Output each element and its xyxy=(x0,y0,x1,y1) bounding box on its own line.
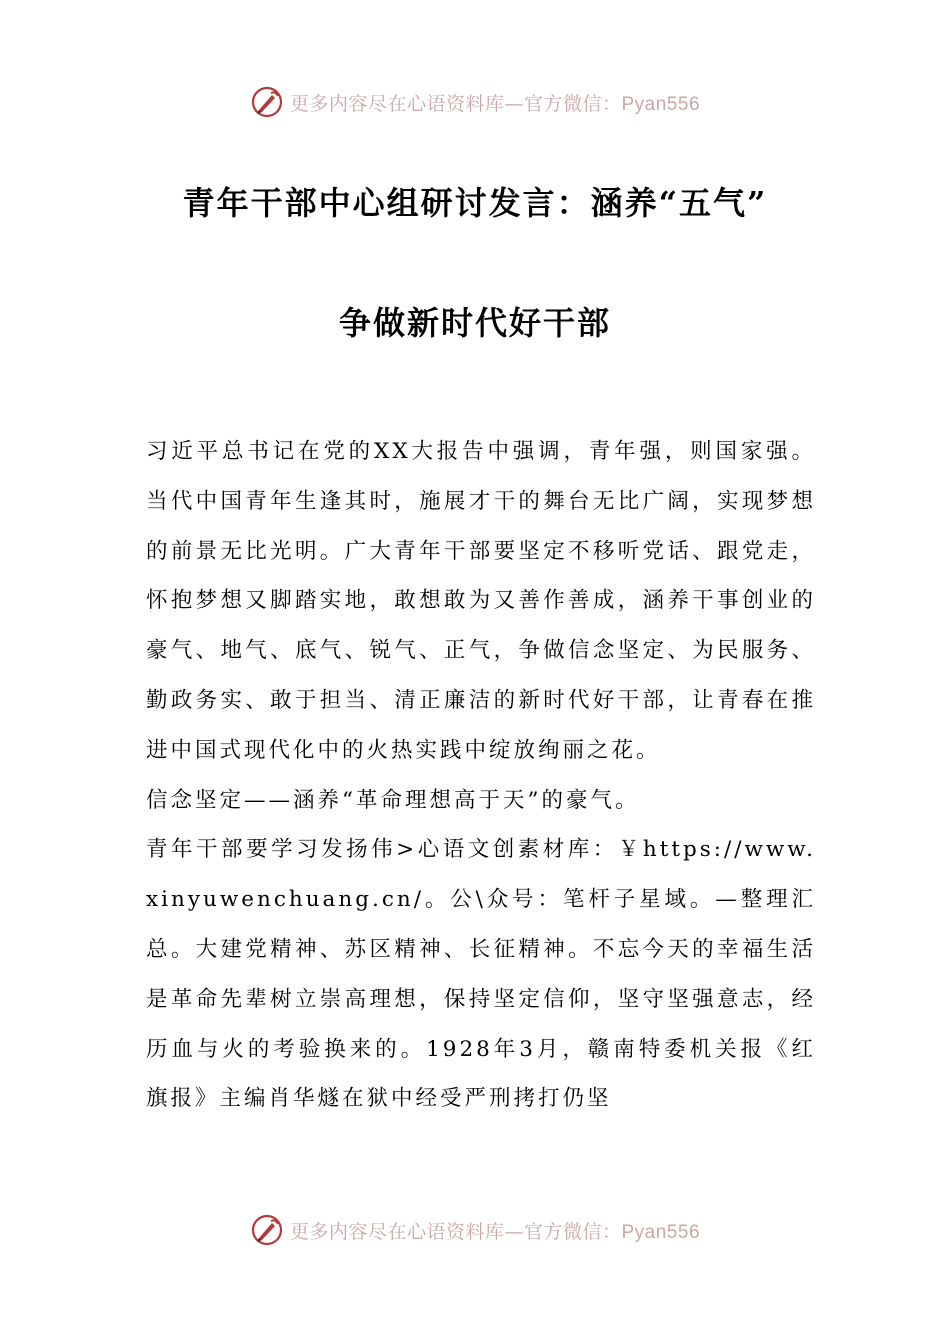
document-title-line-2: 争做新时代好干部 xyxy=(338,304,611,342)
footer-watermark-inner xyxy=(250,1213,700,1247)
paragraph-body: 青年干部要学习发扬伟>心语文创素材库：￥https://www.xinyuwenchuang.cn/。公\众号：笔杆子星域。—整理汇总。大建党精神、苏区精神、长征精神。不忘今天的幸福生活是革命先辈树立崇高理想，保持坚定信仰，坚守坚强意志，经历血与火的考验换来的。1928年3月，赣南特委机关报《红旗报》主编肖华燧在狱中经受严刑拷打仍坚 xyxy=(146,837,816,1112)
document-title-line-1: 青年干部中心组研讨发言：涵养“五气” xyxy=(182,184,768,222)
footer-watermark xyxy=(0,1210,950,1250)
watermark-text: 更多内容尽在心语资料库—官方微信：Pyan556 xyxy=(289,1220,701,1243)
header-watermark xyxy=(0,82,950,122)
pen-logo-icon xyxy=(250,85,284,119)
document-body xyxy=(146,427,816,1124)
header-watermark-inner xyxy=(250,85,700,119)
pen-logo-icon xyxy=(250,1213,284,1247)
wechat-id: Pyan556 xyxy=(621,1221,701,1243)
paragraph-intro: 习近平总书记在党的XX大报告中强调，青年强，则国家强。当代中国青年生逢其时，施展才干的舞台无比广阔，实现梦想的前景无比光明。广大青年干部要坚定不移听党话、跟党走，怀抱梦想又脚踏实地，敢想敢为又善作善成，涵养干事创业的豪气、地气、底气、锐气、正气，争做信念坚定、为民服务、勤政务实、敢于担当、清正廉洁的新时代好干部，让青春在推进中国式现代化中的火热实践中绽放绚丽之花。 xyxy=(146,439,816,763)
paragraph-section-heading: 信念坚定——涵养“革命理想高于天”的豪气。 xyxy=(146,787,640,813)
watermark-text: 更多内容尽在心语资料库—官方微信：Pyan556 xyxy=(289,92,701,115)
wechat-id: Pyan556 xyxy=(621,93,701,115)
